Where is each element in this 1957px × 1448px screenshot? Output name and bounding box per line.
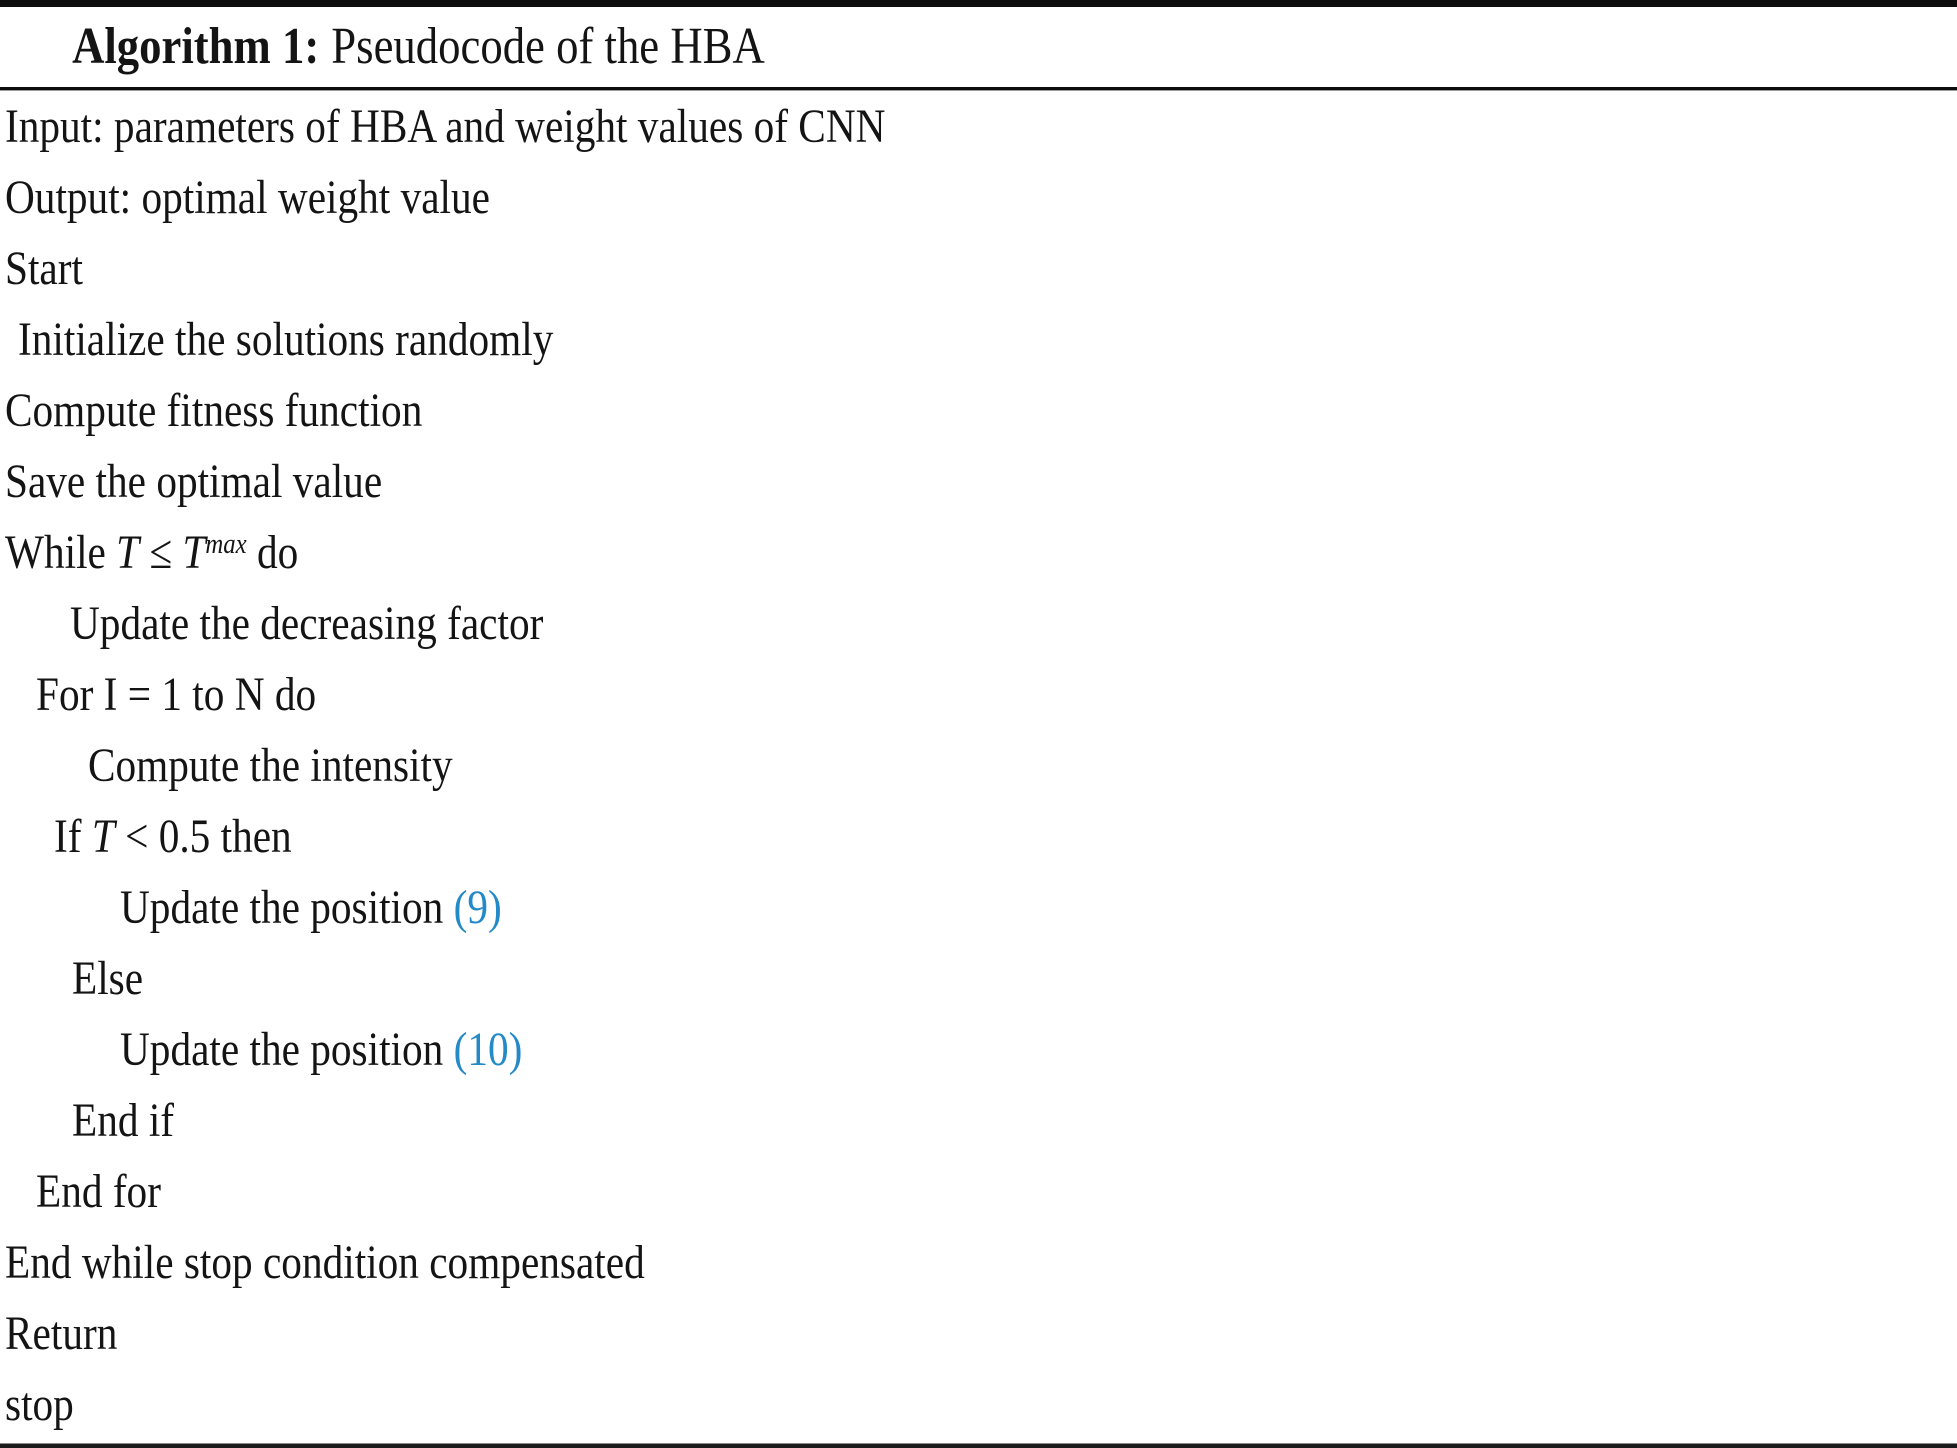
algorithm-line-content — [88, 738, 453, 792]
algorithm-line-content — [5, 241, 83, 295]
text-run: do — [246, 525, 299, 579]
algorithm-line — [0, 446, 1957, 517]
bottom-rule — [0, 1443, 1957, 1448]
text-run: max — [205, 527, 247, 560]
algorithm-line — [0, 233, 1957, 304]
text-run: Update the position — [120, 880, 454, 934]
algorithm-line — [0, 1156, 1957, 1227]
text-run: For I = 1 to N do — [36, 667, 317, 721]
algorithm-body — [0, 91, 1957, 1440]
algorithm-number-label: Algorithm 1: — [72, 18, 320, 75]
text-run: T — [182, 525, 206, 579]
algorithm-line-content — [36, 1164, 161, 1218]
algorithm-line-content — [5, 99, 886, 153]
algorithm-line-content — [5, 525, 299, 579]
equation-ref-link[interactable]: (10) — [453, 1022, 523, 1076]
text-run: stop — [5, 1377, 74, 1431]
text-run: < 0.5 then — [114, 809, 292, 863]
algorithm-line-content — [5, 1377, 74, 1431]
algorithm-line — [0, 801, 1957, 872]
text-run: Compute the intensity — [88, 738, 453, 792]
text-run: While — [5, 525, 117, 579]
text-run: Compute fitness function — [5, 383, 423, 437]
text-run: ≤ — [139, 525, 183, 579]
algorithm-line-content — [70, 596, 544, 650]
algorithm-line — [0, 1085, 1957, 1156]
algorithm-line-content — [36, 667, 317, 721]
algorithm-line — [0, 1227, 1957, 1298]
text-run: End while stop condition compensated — [5, 1235, 645, 1289]
algorithm-title-text: Pseudocode of the HBA — [331, 18, 765, 75]
algorithm-line-content — [120, 1022, 523, 1076]
text-run: T — [116, 525, 140, 579]
algorithm-line-content — [5, 383, 423, 437]
algorithm-line-content — [5, 170, 490, 224]
algorithm-line — [0, 304, 1957, 375]
algorithm-line-content — [5, 454, 383, 508]
algorithm-line — [0, 730, 1957, 801]
text-run: Save the optimal value — [5, 454, 383, 508]
algorithm-line-content — [5, 1235, 645, 1289]
algorithm-line — [0, 588, 1957, 659]
text-run: Output: optimal weight value — [5, 170, 490, 224]
algorithm-line-content — [72, 1093, 175, 1147]
text-run: Update the position — [120, 1022, 454, 1076]
text-run: End for — [36, 1164, 161, 1218]
algorithm-line — [0, 162, 1957, 233]
algorithm-line-content — [54, 809, 292, 863]
algorithm-line — [0, 872, 1957, 943]
algorithm-line — [0, 1298, 1957, 1369]
text-run: Initialize the solutions randomly — [18, 312, 554, 366]
algorithm-line — [0, 659, 1957, 730]
text-run: Start — [5, 241, 83, 295]
equation-ref-link[interactable]: (9) — [453, 880, 502, 934]
text-run: T — [91, 809, 115, 863]
algorithm-line-content — [72, 951, 144, 1005]
algorithm-line-content — [18, 312, 554, 366]
text-run: If — [54, 809, 92, 863]
algorithm-line — [0, 943, 1957, 1014]
text-run: End if — [72, 1093, 175, 1147]
algorithm-line-content — [120, 880, 502, 934]
algorithm-line — [0, 1014, 1957, 1085]
text-run: Input: parameters of HBA and weight values of CNN — [5, 99, 886, 153]
text-run: Update the decreasing factor — [70, 596, 544, 650]
algorithm-line-content — [5, 1306, 118, 1360]
algorithm-line — [0, 91, 1957, 162]
text-run: Else — [72, 951, 144, 1005]
algorithm-title — [0, 7, 1957, 87]
algorithm-line — [0, 1369, 1957, 1440]
text-run: Return — [5, 1306, 118, 1360]
algorithm-line — [0, 517, 1957, 588]
algorithm-line — [0, 375, 1957, 446]
